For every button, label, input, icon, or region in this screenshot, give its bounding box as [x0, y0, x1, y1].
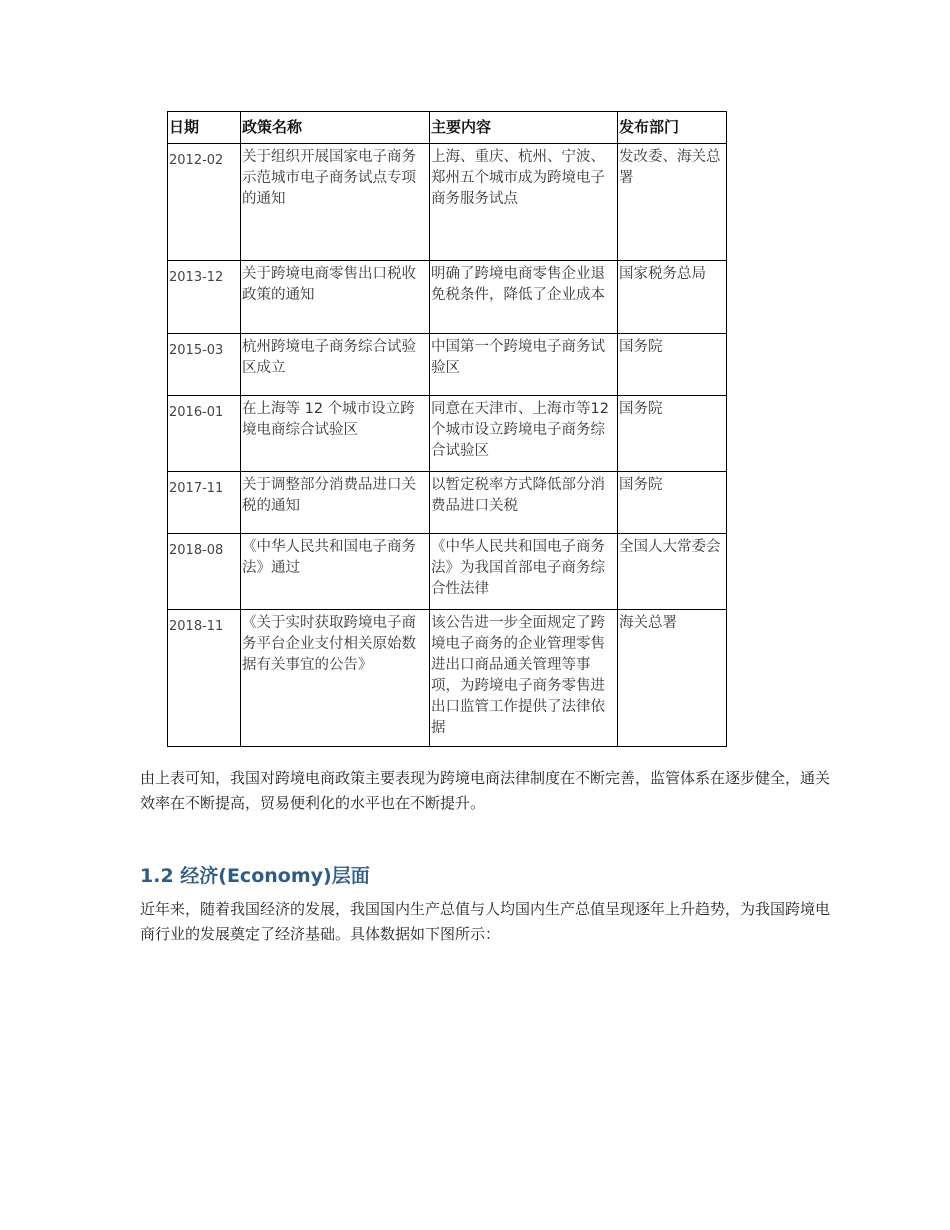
header-policy-name: 政策名称: [241, 112, 430, 144]
header-date: 日期: [168, 112, 241, 144]
cell-main-content: 同意在天津市、上海市等12个城市设立跨境电子商务综合试验区: [430, 396, 618, 472]
economy-paragraph: 近年来，随着我国经济的发展，我国国内生产总值与人均国内生产总值呈现逐年上升趋势，为我国跨境电商行业的发展奠定了经济基础。具体数据如下图所示：: [140, 900, 831, 943]
section-heading: 1.2 经济(Economy)层面: [140, 865, 370, 887]
table-row: [168, 472, 727, 534]
cell-date: 2012-02: [168, 144, 241, 261]
cell-date: 2018-08: [168, 534, 241, 610]
cell-policy-name: 杭州跨境电子商务综合试验区成立: [241, 334, 430, 396]
policy-table: [167, 111, 727, 747]
table-row: [168, 534, 727, 610]
table-row: [168, 334, 727, 396]
cell-department: 国务院: [618, 472, 727, 534]
cell-department: 海关总署: [618, 610, 727, 747]
cell-policy-name: 《中华人民共和国电子商务法》通过: [241, 534, 430, 610]
table-row: [168, 396, 727, 472]
cell-main-content: 该公告进一步全面规定了跨境电子商务的企业管理零售进出口商品通关管理等事项，为跨境电子商务零售进出口监管工作提供了法律依据: [430, 610, 618, 747]
header-department: 发布部门: [618, 112, 727, 144]
cell-policy-name: 《关于实时获取跨境电子商务平台企业支付相关原始数据有关事宜的公告》: [241, 610, 430, 747]
cell-main-content: 上海、重庆、杭州、宁波、郑州五个城市成为跨境电子商务服务试点: [430, 144, 618, 261]
cell-department: 国家税务总局: [618, 261, 727, 334]
cell-main-content: 明确了跨境电商零售企业退免税条件，降低了企业成本: [430, 261, 618, 334]
cell-policy-name: 关于组织开展国家电子商务示范城市电子商务试点专项的通知: [241, 144, 430, 261]
table-row: [168, 610, 727, 747]
cell-policy-name: 关于调整部分消费品进口关税的通知: [241, 472, 430, 534]
cell-date: 2015-03: [168, 334, 241, 396]
cell-main-content: 以暂定税率方式降低部分消费品进口关税: [430, 472, 618, 534]
table-row: [168, 144, 727, 261]
table-header-row: [168, 112, 727, 144]
cell-date: 2018-11: [168, 610, 241, 747]
cell-department: 国务院: [618, 334, 727, 396]
cell-department: 发改委、海关总署: [618, 144, 727, 261]
summary-paragraph: 由上表可知，我国对跨境电商政策主要表现为跨境电商法律制度在不断完善，监管体系在逐步健全，通关效率在不断提高，贸易便利化的水平也在不断提升。: [140, 769, 831, 812]
cell-date: 2016-01: [168, 396, 241, 472]
header-main-content: 主要内容: [430, 112, 618, 144]
cell-department: 全国人大常委会: [618, 534, 727, 610]
cell-main-content: 中国第一个跨境电子商务试验区: [430, 334, 618, 396]
cell-department: 国务院: [618, 396, 727, 472]
cell-policy-name: 在上海等 12 个城市设立跨境电商综合试验区: [241, 396, 430, 472]
cell-date: 2013-12: [168, 261, 241, 334]
cell-main-content: 《中华人民共和国电子商务法》为我国首部电子商务综合性法律: [430, 534, 618, 610]
cell-date: 2017-11: [168, 472, 241, 534]
table-row: [168, 261, 727, 334]
cell-policy-name: 关于跨境电商零售出口税收政策的通知: [241, 261, 430, 334]
